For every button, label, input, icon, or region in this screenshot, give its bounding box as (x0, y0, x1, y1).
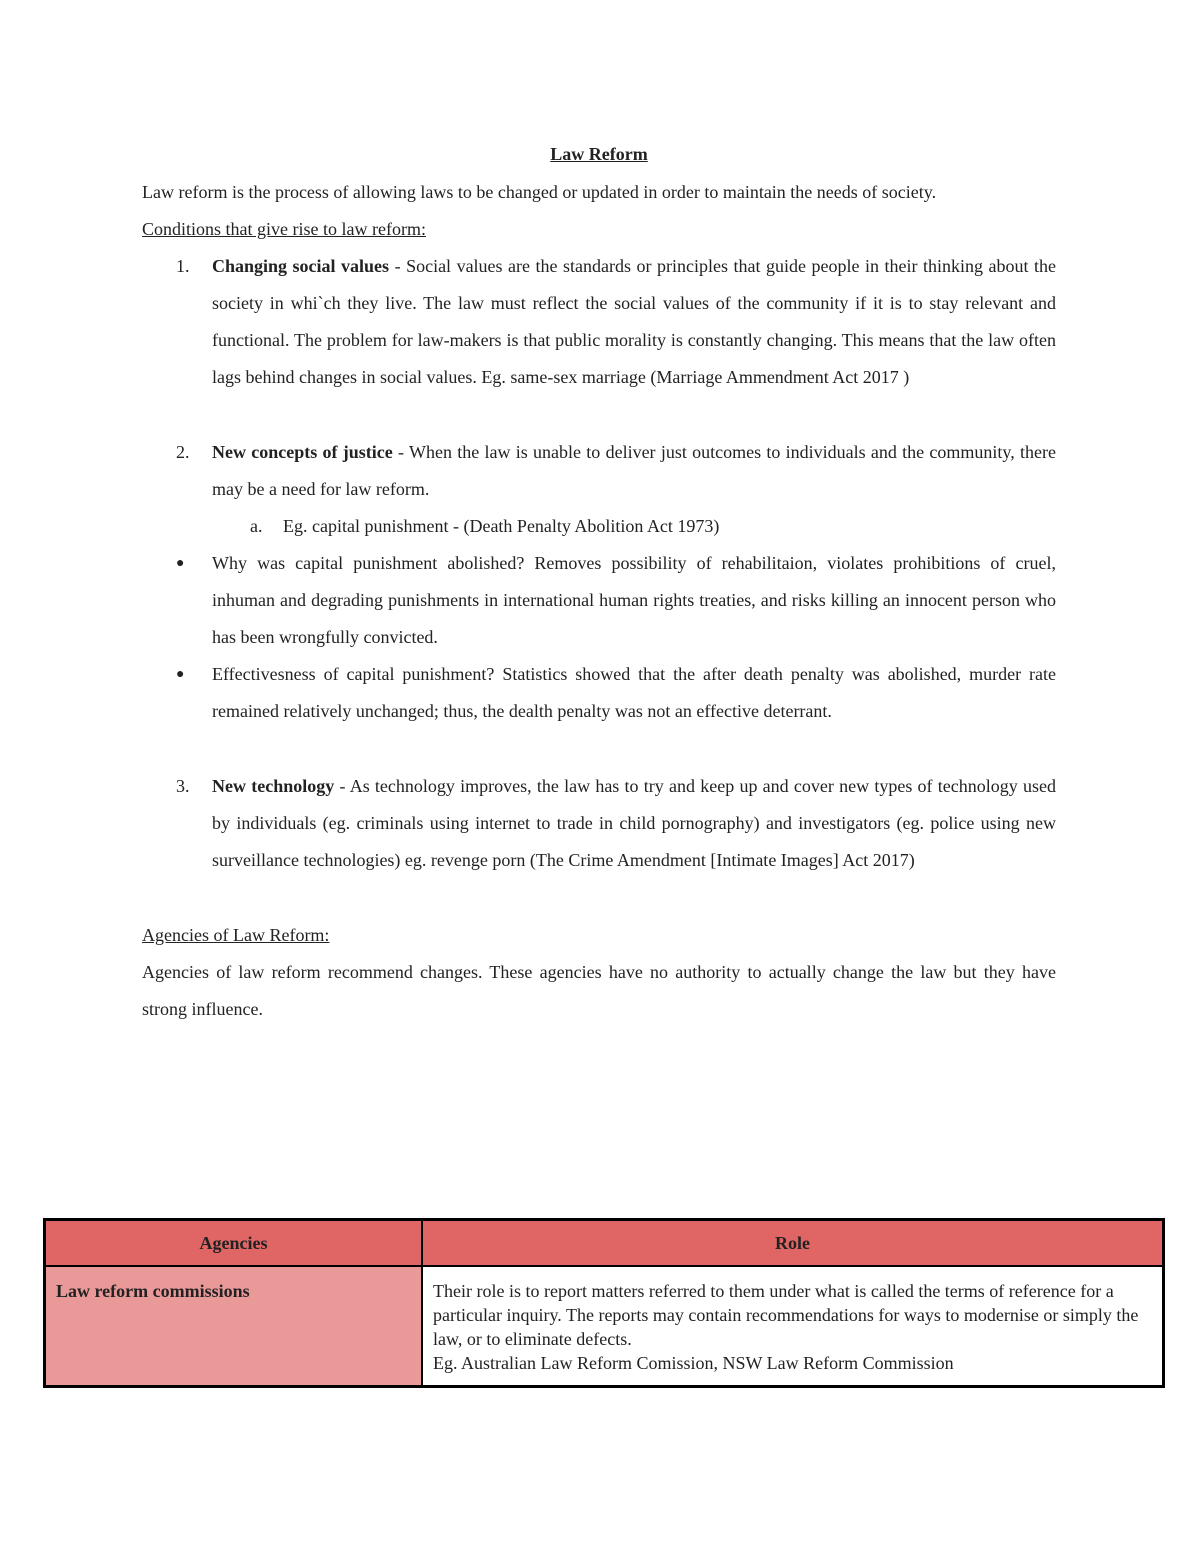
role-description: Their role is to report matters referred to them under what is called the terms of reference for a particular inquiry. The reports may contain recommendations for ways to modernise or simply the law, or to eliminate defects. (433, 1281, 1139, 1349)
agency-name-cell: Law reform commissions (45, 1266, 423, 1387)
agencies-table (43, 1218, 1165, 1388)
bullet-text: Effectivesness of capital punishment? Statistics showed that the after death penalty was abolished, murder rate remained relatively unchanged; thus, the dealth penalty was not an effective deterrant. (212, 664, 1056, 721)
bullet-icon: ● (176, 667, 185, 682)
spacer (142, 396, 1056, 434)
table-row (45, 1266, 1164, 1387)
conditions-heading: Conditions that give rise to law reform: (142, 219, 426, 239)
sub-list-item (142, 508, 1056, 545)
bullet-text: Why was capital punishment abolished? Removes possibility of rehabilitaion, violates prohibitions of cruel, inhuman and degrading punishments in international human rights treaties, and risks killing an innocent person who has been wrongfully convicted. (212, 553, 1056, 647)
agencies-heading: Agencies of Law Reform: (142, 925, 330, 945)
intro-paragraph: Law reform is the process of allowing laws to be changed or updated in order to maintain the needs of society. (142, 182, 937, 202)
sub-list-marker: a. (250, 516, 263, 536)
role-example: Eg. Australian Law Reform Comission, NSW Law Reform Commission (433, 1353, 954, 1373)
spacer (142, 879, 1056, 917)
list-number: 1. (176, 256, 190, 276)
agencies-intro: Agencies of law reform recommend changes. These agencies have no authority to actually change the law but they have strong influence. (142, 962, 1056, 1019)
condition-term: New concepts of justice (212, 442, 393, 462)
condition-text: - As technology improves, the law has to try and keep up and cover new types of technology used by individuals (eg. criminals using internet to trade in child pornography) and investigators (eg. police using new surveillance technologies) eg. revenge porn (The Crime Amendment [Intimate Images] Act 2017) (212, 776, 1056, 870)
bullet-item (142, 545, 1056, 656)
document-body (142, 140, 1056, 1028)
condition-item (142, 768, 1056, 879)
role-cell (422, 1266, 1164, 1387)
table-header-row (45, 1220, 1164, 1267)
page-title: Law Reform (550, 144, 648, 164)
condition-text: - When the law is unable to deliver just outcomes to individuals and the community, there may be a need for law reform. (212, 442, 1057, 499)
condition-term: New technology (212, 776, 335, 796)
condition-term: Changing social values (212, 256, 390, 276)
agencies-column-header: Agencies (45, 1220, 423, 1267)
condition-item (142, 434, 1056, 508)
list-number: 2. (176, 442, 190, 462)
condition-item (142, 248, 1056, 396)
role-column-header: Role (422, 1220, 1164, 1267)
list-number: 3. (176, 776, 190, 796)
condition-text: - Social values are the standards or principles that guide people in their thinking about the society in whi`ch they live. The law must reflect the social values of the community if it is to stay relevant and functional. The problem for law-makers is that public morality is constantly changing. This means that the law often lags behind changes in social values. Eg. same-sex marriage (Marriage Ammendment Act 2017 ) (212, 256, 1056, 387)
sub-list-text: Eg. capital punishment - (Death Penalty Abolition Act 1973) (283, 516, 720, 536)
bullet-item (142, 656, 1056, 730)
spacer (142, 730, 1056, 768)
bullet-icon: ● (176, 556, 185, 571)
